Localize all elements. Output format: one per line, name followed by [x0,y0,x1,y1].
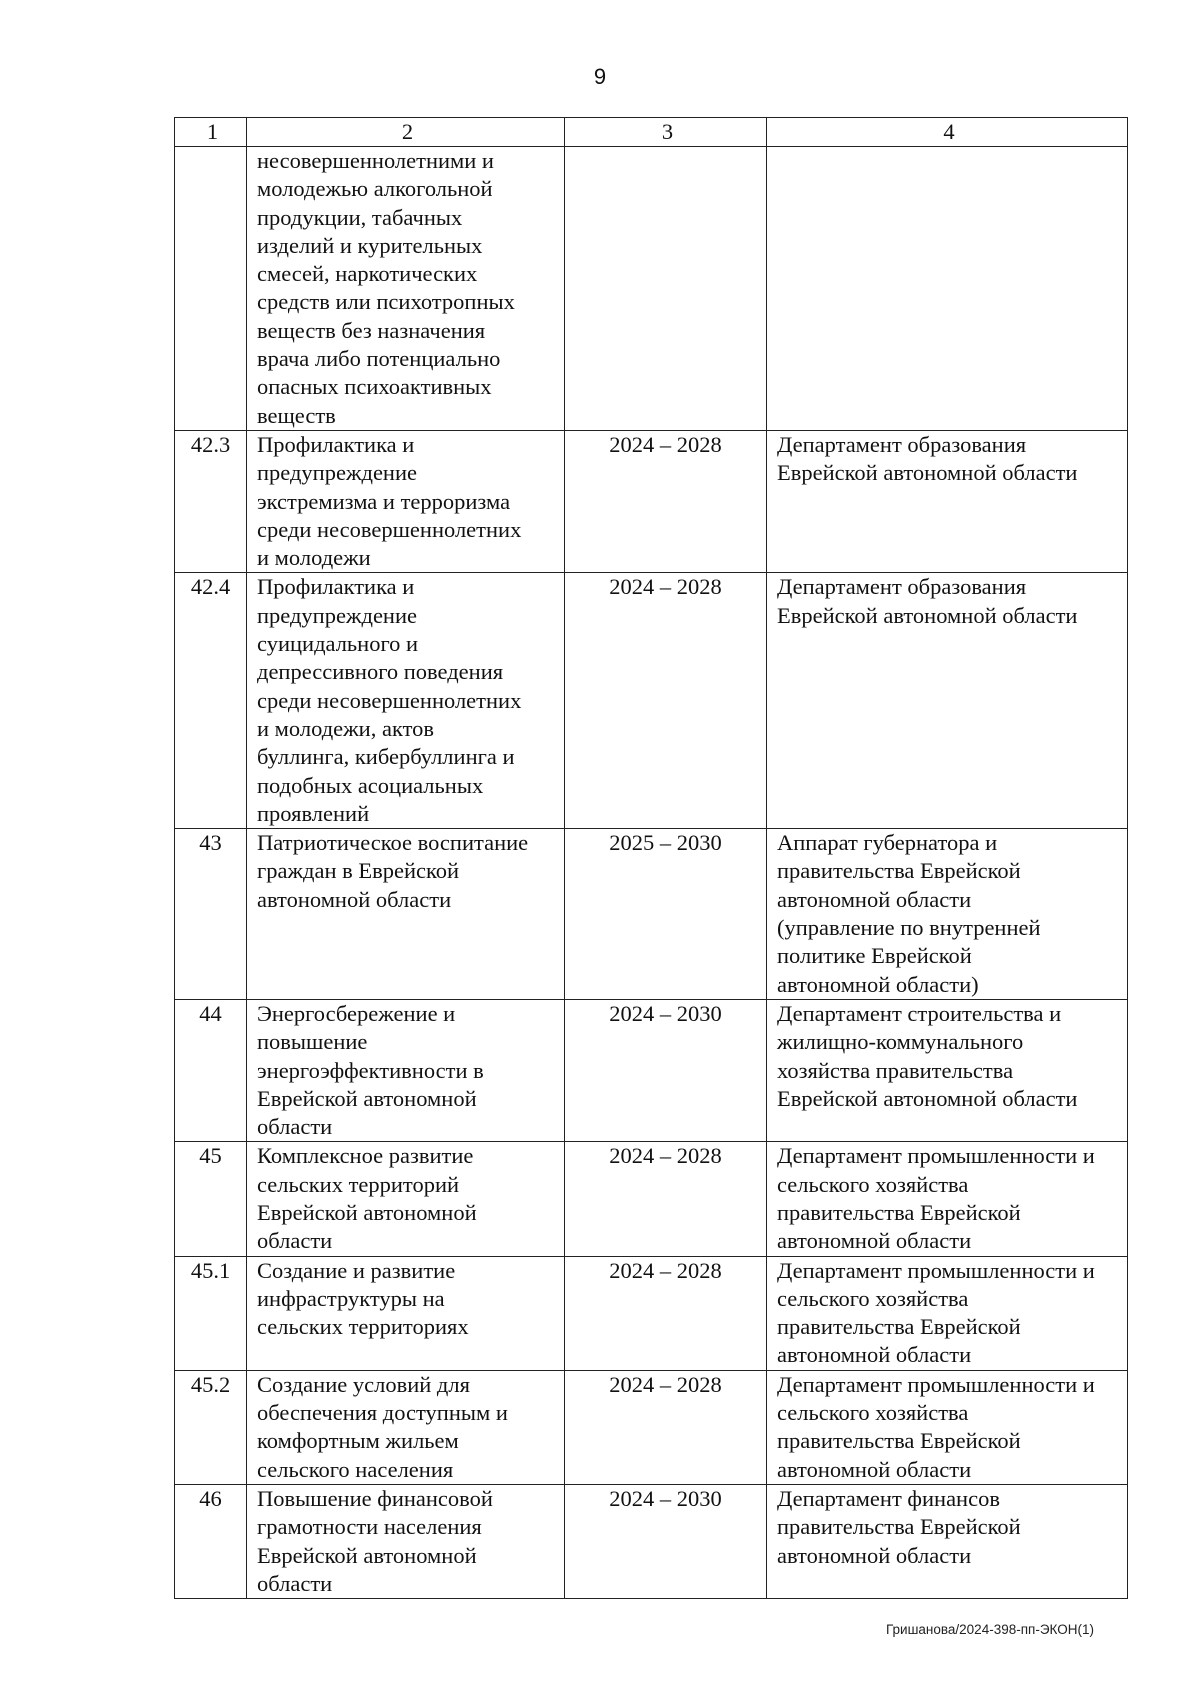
table-row [175,573,1128,829]
row-number: 45 [175,1142,247,1256]
row-name: Повышение финансовой грамотности населения Еврейской автономной области [247,1484,565,1598]
row-period: 2025 – 2030 [565,829,767,1000]
table-row [175,999,1128,1141]
row-period: 2024 – 2028 [565,1256,767,1370]
row-responsible: Департамент промышленности и сельского хозяйства правительства Еврейской автономной области [767,1370,1128,1484]
row-period: 2024 – 2030 [565,1484,767,1598]
row-name: Комплексное развитие сельских территорий Еврейской автономной области [247,1142,565,1256]
header-col-4: 4 [767,118,1128,147]
row-responsible: Департамент промышленности и сельского хозяйства правительства Еврейской автономной области [767,1256,1128,1370]
row-name: Профилактика и предупреждение экстремизма и терроризма среди несовершеннолетних и молодежи [247,430,565,572]
row-responsible [767,147,1128,431]
row-number: 46 [175,1484,247,1598]
table-row [175,147,1128,431]
table-header-row [175,118,1128,147]
row-number: 44 [175,999,247,1141]
row-responsible: Аппарат губернатора и правительства Еврейской автономной области (управление по внутренней политике Еврейской автономной области) [767,829,1128,1000]
document-footer-code: Гришанова/2024-398-пп-ЭКОН(1) [885,1622,1094,1637]
row-name: Энергосбережение и повышение энергоэффективности в Еврейской автономной области [247,999,565,1141]
table-row [175,829,1128,1000]
row-period [565,147,767,431]
row-number: 45.2 [175,1370,247,1484]
row-number: 45.1 [175,1256,247,1370]
row-period: 2024 – 2028 [565,1142,767,1256]
row-name: Создание условий для обеспечения доступным и комфортным жильем сельского населения [247,1370,565,1484]
row-number [175,147,247,431]
row-name: несовершеннолетними и молодежью алкогольной продукции, табачных изделий и курительных смесей, наркотических средств или психотропных веществ без назначения врача либо потенциально опасных психоактивных веществ [247,147,565,431]
row-name: Профилактика и предупреждение суицидального и депрессивного поведения среди несовершеннолетних и молодежи, актов буллинга, кибербуллинга и подобных асоциальных проявлений [247,573,565,829]
row-responsible: Департамент финансов правительства Еврейской автономной области [767,1484,1128,1598]
row-number: 42.3 [175,430,247,572]
table-row [175,1142,1128,1256]
table-row [175,1484,1128,1598]
header-col-3: 3 [565,118,767,147]
row-period: 2024 – 2028 [565,430,767,572]
row-period: 2024 – 2028 [565,1370,767,1484]
row-responsible: Департамент строительства и жилищно-коммунального хозяйства правительства Еврейской автономной области [767,999,1128,1141]
row-responsible: Департамент образования Еврейской автономной области [767,573,1128,829]
page-number: 9 [593,64,607,89]
table-row [175,1256,1128,1370]
row-name: Создание и развитие инфраструктуры на сельских территориях [247,1256,565,1370]
row-responsible: Департамент промышленности и сельского хозяйства правительства Еврейской автономной области [767,1142,1128,1256]
row-name: Патриотическое воспитание граждан в Еврейской автономной области [247,829,565,1000]
table-row [175,430,1128,572]
row-period: 2024 – 2028 [565,573,767,829]
row-responsible: Департамент образования Еврейской автономной области [767,430,1128,572]
program-table [174,117,1128,1599]
table-row [175,1370,1128,1484]
row-period: 2024 – 2030 [565,999,767,1141]
row-number: 43 [175,829,247,1000]
header-col-2: 2 [247,118,565,147]
header-col-1: 1 [175,118,247,147]
row-number: 42.4 [175,573,247,829]
